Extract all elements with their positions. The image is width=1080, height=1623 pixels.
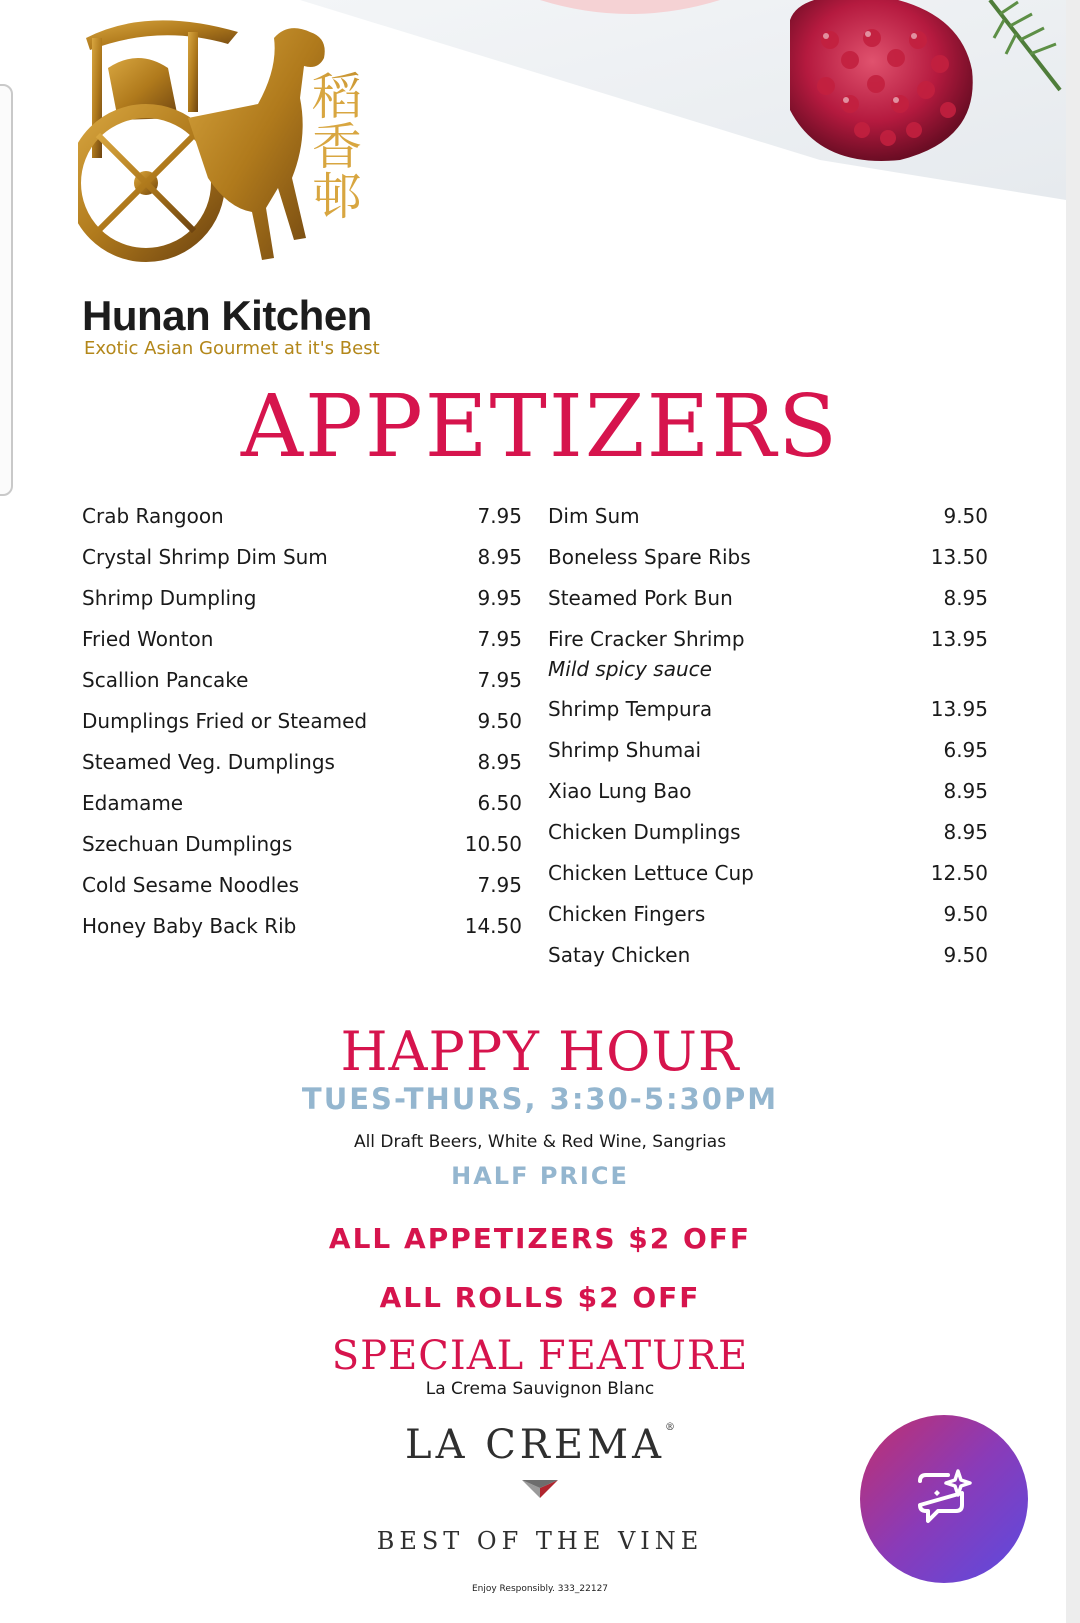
item-name: Xiao Lung Bao [548, 779, 692, 803]
item-price: 8.95 [943, 779, 988, 803]
appetizers-title: APPETIZERS [240, 377, 840, 477]
item-price: 8.95 [943, 586, 988, 610]
item-name: Szechuan Dumplings [82, 832, 293, 856]
item-price: 7.95 [477, 627, 522, 651]
item-price: 12.50 [930, 861, 988, 885]
menu-item [548, 738, 988, 779]
item-price: 7.95 [477, 873, 522, 897]
menu-item [548, 779, 988, 820]
item-price: 9.50 [943, 504, 988, 528]
footer-disclaimer: Enjoy Responsibly. 333_22127 [471, 1584, 609, 1594]
item-name: Crystal Shrimp Dim Sum [82, 545, 328, 569]
item-price: 9.50 [477, 709, 522, 733]
happy-hour-days: TUES-THURS, 3:30-5:30PM [301, 1082, 779, 1116]
menu-item [548, 586, 988, 627]
item-name: Crab Rangoon [82, 504, 224, 528]
registered-mark: ® [664, 1422, 675, 1433]
item-price: 14.50 [464, 914, 522, 938]
item-name: Dumplings Fried or Steamed [82, 709, 368, 733]
item-name: Edamame [82, 791, 184, 815]
menu-item [82, 914, 522, 955]
chinese-characters [304, 70, 362, 220]
item-price: 8.95 [477, 750, 522, 774]
item-price: 10.50 [464, 832, 522, 856]
appetizers-deal: ALL APPETIZERS $2 OFF [328, 1222, 752, 1255]
half-price-label: HALF PRICE [451, 1162, 629, 1190]
menu-item [548, 545, 988, 586]
menu-item [82, 545, 522, 586]
item-name: Shrimp Tempura [548, 697, 713, 721]
item-name: Scallion Pancake [82, 668, 249, 692]
menu-item [548, 627, 988, 697]
item-price: 9.50 [943, 943, 988, 967]
item-name: Chicken Lettuce Cup [548, 861, 754, 885]
menu-item [548, 902, 988, 943]
item-price: 7.95 [477, 668, 522, 692]
item-note: Mild spicy sauce [548, 657, 712, 681]
item-price: 9.50 [943, 902, 988, 926]
item-name: Shrimp Shumai [548, 738, 702, 762]
item-price: 6.50 [477, 791, 522, 815]
chinese-mark-text: 稻香邨 [304, 70, 362, 220]
brand-tagline: Exotic Asian Gourmet at it's Best [84, 338, 380, 359]
item-price: 8.95 [943, 820, 988, 844]
item-name: Chicken Dumplings [548, 820, 741, 844]
item-name: Chicken Fingers [548, 902, 706, 926]
special-feature-title: SPECIAL FEATURE [331, 1333, 749, 1379]
menu-item [548, 820, 988, 861]
menu-item [82, 709, 522, 750]
la-crema-slogan: BEST OF THE VINE [376, 1527, 704, 1555]
chevron-mark-icon [522, 1480, 558, 1498]
item-name: Fried Wonton [82, 627, 214, 651]
chat-assistant-button[interactable] [860, 1415, 1028, 1583]
item-name: Steamed Veg. Dumplings [82, 750, 335, 774]
item-price: 13.95 [930, 627, 988, 651]
menu-item [82, 586, 522, 627]
item-name: Cold Sesame Noodles [82, 873, 300, 897]
item-name: Boneless Spare Ribs [548, 545, 751, 569]
menu-item [548, 504, 988, 545]
item-name: Shrimp Dumpling [82, 586, 257, 610]
item-price: 6.95 [943, 738, 988, 762]
item-name: Dim Sum [548, 504, 640, 528]
item-price: 7.95 [477, 504, 522, 528]
appetizers-left-column [82, 504, 522, 955]
happy-hour-title: HAPPY HOUR [340, 1020, 740, 1083]
appetizers-right-column [548, 504, 988, 984]
item-name: Honey Baby Back Rib [82, 914, 297, 938]
menu-item [82, 504, 522, 545]
menu-item [548, 861, 988, 902]
item-name: Steamed Pork Bun [548, 586, 733, 610]
menu-item [82, 627, 522, 668]
menu-item [548, 943, 988, 984]
item-price: 9.95 [477, 586, 522, 610]
item-price: 8.95 [477, 545, 522, 569]
menu-item [82, 832, 522, 873]
la-crema-wordmark: LA CREMA [405, 1422, 665, 1468]
brand-name: Hunan Kitchen [82, 292, 372, 339]
item-name: Satay Chicken [548, 943, 691, 967]
menu-item [82, 668, 522, 709]
menu-item [82, 791, 522, 832]
menu-item [548, 697, 988, 738]
chat-sparkle-icon [912, 1467, 976, 1531]
menu-item [82, 873, 522, 914]
special-wine-name: La Crema Sauvignon Blanc [425, 1379, 655, 1399]
menu-item [82, 750, 522, 791]
rolls-deal: ALL ROLLS $2 OFF [379, 1281, 701, 1314]
item-price: 13.50 [930, 545, 988, 569]
item-price: 13.95 [930, 697, 988, 721]
item-name: Fire Cracker Shrimp [548, 627, 745, 651]
horse-carriage-logo [78, 8, 398, 283]
happy-hour-drinks: All Draft Beers, White & Red Wine, Sangrias [353, 1132, 727, 1152]
